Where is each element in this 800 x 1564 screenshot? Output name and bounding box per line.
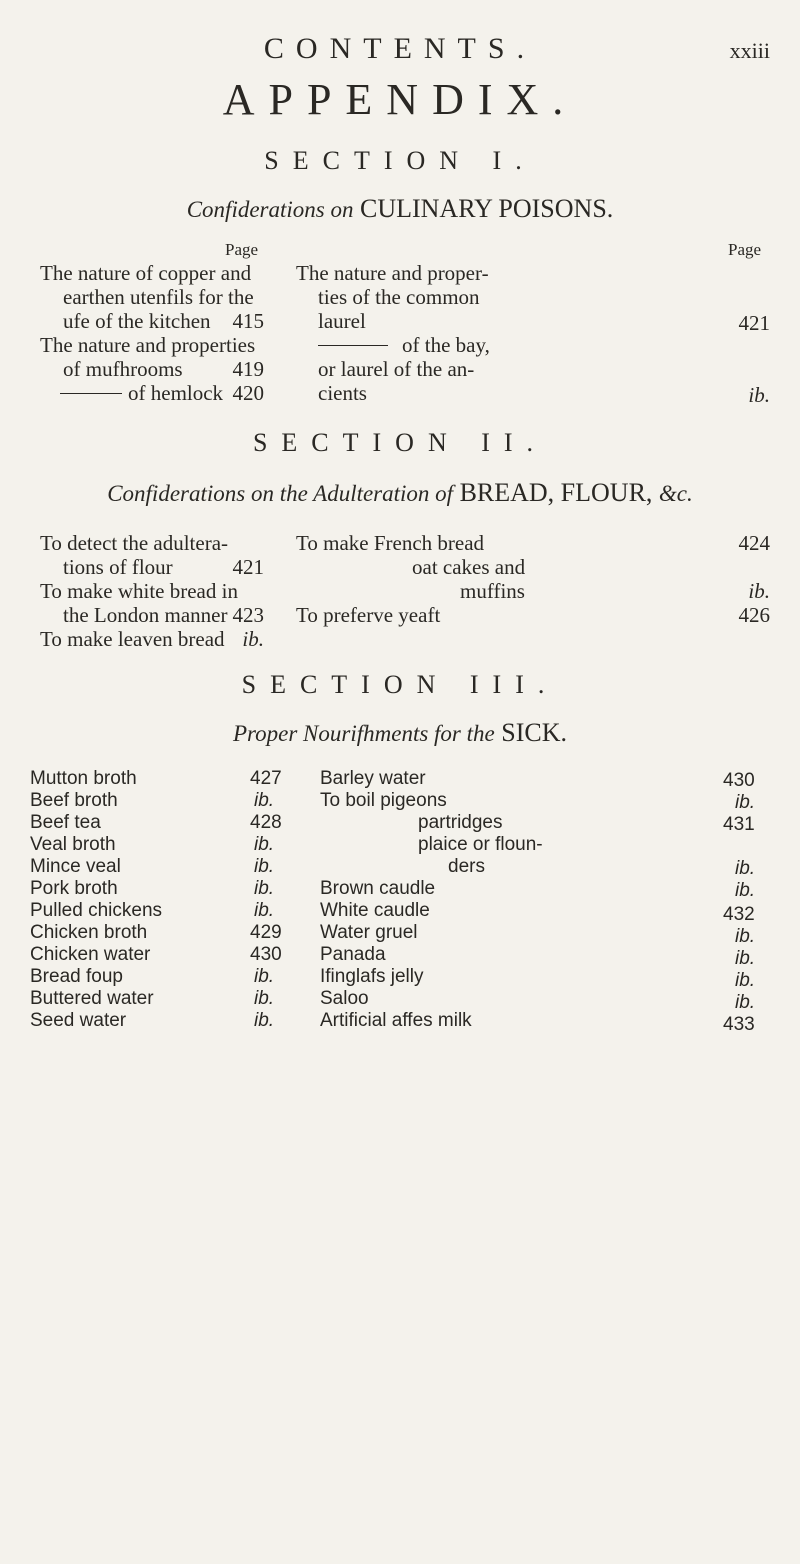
contents-entry: Artificial affes milk (320, 1010, 472, 1031)
ditto-dash (318, 345, 388, 346)
contents-entry: To make white bread in (40, 579, 238, 603)
subtitle-prefix: Confiderations on (186, 197, 354, 222)
page-ref: 424 (738, 531, 770, 555)
page-ref: ib. (254, 856, 275, 877)
running-header: CONTENTS. (263, 32, 537, 65)
contents-entry: laurel (318, 309, 366, 333)
page-ref: 432 (723, 904, 755, 925)
contents-entry: Pork broth (30, 878, 118, 899)
page-ref: 421 (232, 555, 264, 579)
section-heading: SECTION II. (252, 428, 548, 457)
contents-entry: The nature and properties (40, 333, 256, 357)
page-ref: ib. (254, 878, 275, 899)
contents-entry: partridges (418, 812, 503, 833)
page-ref: ib. (735, 970, 756, 991)
section-subtitle (0, 194, 800, 224)
contents-entry: Barley water (320, 768, 426, 789)
page-number: xxiii (729, 38, 770, 63)
contents-entry: of hemlock (128, 381, 224, 405)
contents-entry: oat cakes and (412, 555, 526, 579)
page-ref: 419 (232, 357, 264, 381)
page-ref: 423 (232, 603, 264, 627)
contents-entry: Chicken broth (30, 922, 148, 943)
page-ref: ib. (735, 858, 756, 879)
subtitle-prefix: Proper Nourifhments for the (233, 721, 495, 746)
contents-entry: Mince veal (30, 856, 121, 877)
subtitle-suffix: &c. (658, 481, 693, 506)
contents-entry: To detect the adultera- (40, 531, 229, 555)
page-ref: ib. (735, 948, 756, 969)
contents-entry: Seed water (30, 1010, 127, 1031)
contents-entry: Panada (320, 944, 386, 965)
page-column-label: Page (728, 240, 762, 259)
contents-entry: or laurel of the an- (318, 357, 475, 381)
contents-entry: Pulled chickens (30, 900, 163, 921)
page-ref: ib. (254, 790, 275, 811)
contents-entry: muffins (460, 579, 525, 603)
section-subtitle (0, 718, 800, 748)
subtitle-main: SICK. (501, 718, 567, 747)
page-ref: 426 (738, 603, 770, 627)
page-ref: 430 (723, 770, 755, 791)
page-ref: ib. (735, 792, 756, 813)
contents-entry: ders (448, 856, 485, 877)
page-ref: ib. (254, 966, 275, 987)
section-heading: SECTION III. (241, 670, 559, 699)
contents-entry: To boil pigeons (320, 790, 447, 811)
contents-entry: Buttered water (30, 988, 154, 1009)
contents-entry: Mutton broth (30, 768, 137, 789)
page-ref: 431 (723, 814, 755, 835)
page-ref: ib. (254, 1010, 275, 1031)
page-ref: ib. (748, 579, 770, 603)
contents-entry: The nature and proper- (296, 261, 489, 285)
page-column-label: Page (225, 240, 259, 259)
contents-entry: White caudle (320, 900, 430, 921)
contents-entry: To make French bread (296, 531, 485, 555)
subtitle-prefix: Confiderations on the Adulteration of (107, 481, 454, 506)
contents-entry: earthen utenfils for the (63, 285, 254, 309)
page-ref: 427 (250, 768, 282, 789)
contents-entry: of the bay, (402, 333, 490, 357)
contents-entry: The nature of copper and (40, 261, 252, 285)
page-ref: ib. (242, 627, 264, 651)
page-ref: 433 (723, 1014, 755, 1035)
contents-entry: tions of flour (63, 555, 173, 579)
page-ref: 421 (738, 311, 770, 335)
contents-entry: Brown caudle (320, 878, 436, 899)
page-ref: ib. (254, 834, 275, 855)
contents-entry: Water gruel (320, 922, 418, 943)
ditto-dash (60, 393, 122, 394)
page-ref: 420 (232, 381, 264, 405)
section-subtitle (0, 478, 800, 508)
page-ref: ib. (748, 383, 770, 407)
contents-entry: Veal broth (30, 834, 116, 855)
contents-entry: ufe of the kitchen (63, 309, 211, 333)
subtitle-main: BREAD, FLOUR, (459, 478, 653, 507)
contents-entry: cients (318, 381, 367, 405)
page-ref: ib. (735, 992, 756, 1013)
contents-entry: Saloo (320, 988, 369, 1009)
contents-entry: plaice or floun- (418, 834, 543, 855)
contents-entry: Beef tea (30, 812, 101, 833)
page-ref: ib. (254, 900, 275, 921)
page-ref: ib. (254, 988, 275, 1009)
contents-entry: Ifinglafs jelly (320, 966, 424, 987)
section-heading: SECTION I. (264, 146, 536, 175)
appendix-title: APPENDIX. (222, 75, 578, 124)
contents-entry: To make leaven bread (40, 627, 225, 651)
page-ref: 415 (232, 309, 264, 333)
page-ref: ib. (735, 926, 756, 947)
page-ref: 429 (250, 922, 282, 943)
page-ref: 428 (250, 812, 282, 833)
page-ref: ib. (735, 880, 756, 901)
contents-entry: Beef broth (30, 790, 118, 811)
subtitle-main: CULINARY POISONS. (359, 194, 614, 223)
contents-entry: ties of the common (318, 285, 480, 309)
page-ref: 430 (250, 944, 282, 965)
contents-entry: Bread foup (30, 966, 123, 987)
contents-entry: Chicken water (30, 944, 151, 965)
contents-entry: the London manner (63, 603, 228, 627)
contents-entry: of mufhrooms (63, 357, 183, 381)
contents-entry: To preferve yeaft (296, 603, 441, 627)
